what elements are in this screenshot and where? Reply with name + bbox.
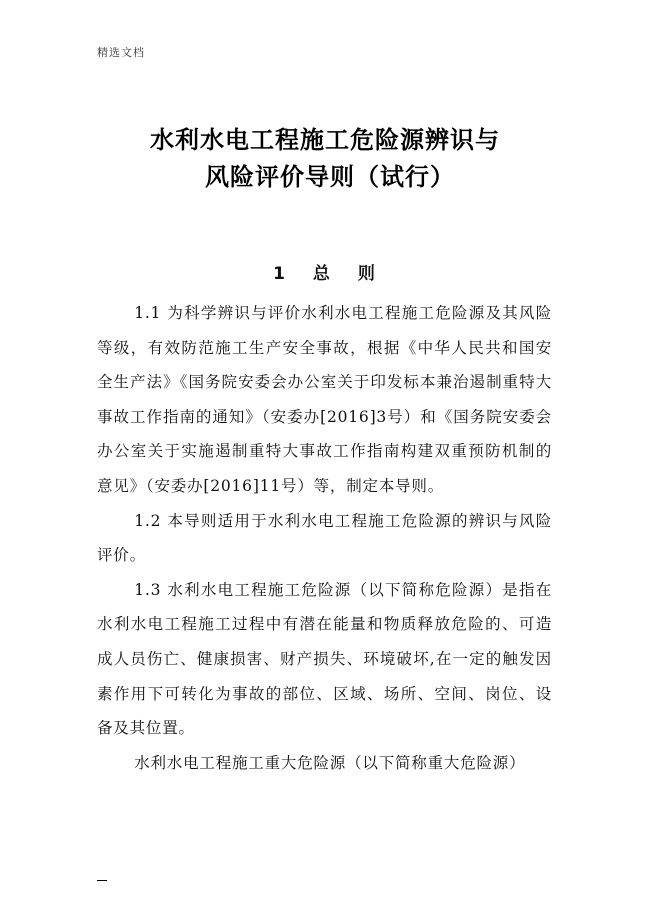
document-header: 精选文档 — [97, 46, 145, 59]
footer-mark — [97, 880, 107, 881]
paragraph-1-3: 1.3 水利水电工程施工危险源（以下简称危险源）是指在水利水电工程施工过程中有潜在能量和物质释放危险的、可造成人员伤亡、健康损害、财产损失、环境破坏,在一定的触发因素作用下可转化为事故的部位、区域、场所、空间、岗位、设备及其位置。 — [97, 580, 552, 738]
paragraph-1-2: 1.2 本导则适用于水利水电工程施工危险源的辨识与风险评价。 — [97, 511, 552, 565]
paragraph-1-3-continued: 水利水电工程施工重大危险源（以下简称重大危险源） — [134, 753, 526, 772]
document-title-line-2: 风险评价导则（试行） — [205, 163, 455, 191]
section-heading: 1 总 则 — [273, 264, 377, 284]
paragraph-1-1: 1.1 为科学辨识与评价水利水电工程施工危险源及其风险等级，有效防范施工生产安全事故，根据《中华人民共和国安全生产法》《国务院安委会办公室关于印发标本兼治遏制重特大事故工作指南的通知》（安委办[2016]3号）和《国务院安委会办公室关于实施遏制重特大事故工作指南构建双重预防机制的意见》（安委办[2016]11号）等，制定本导则。 — [97, 304, 552, 495]
document-body — [97, 296, 552, 780]
document-title-line-1: 水利水电工程施工危险源辨识与 — [150, 126, 500, 154]
